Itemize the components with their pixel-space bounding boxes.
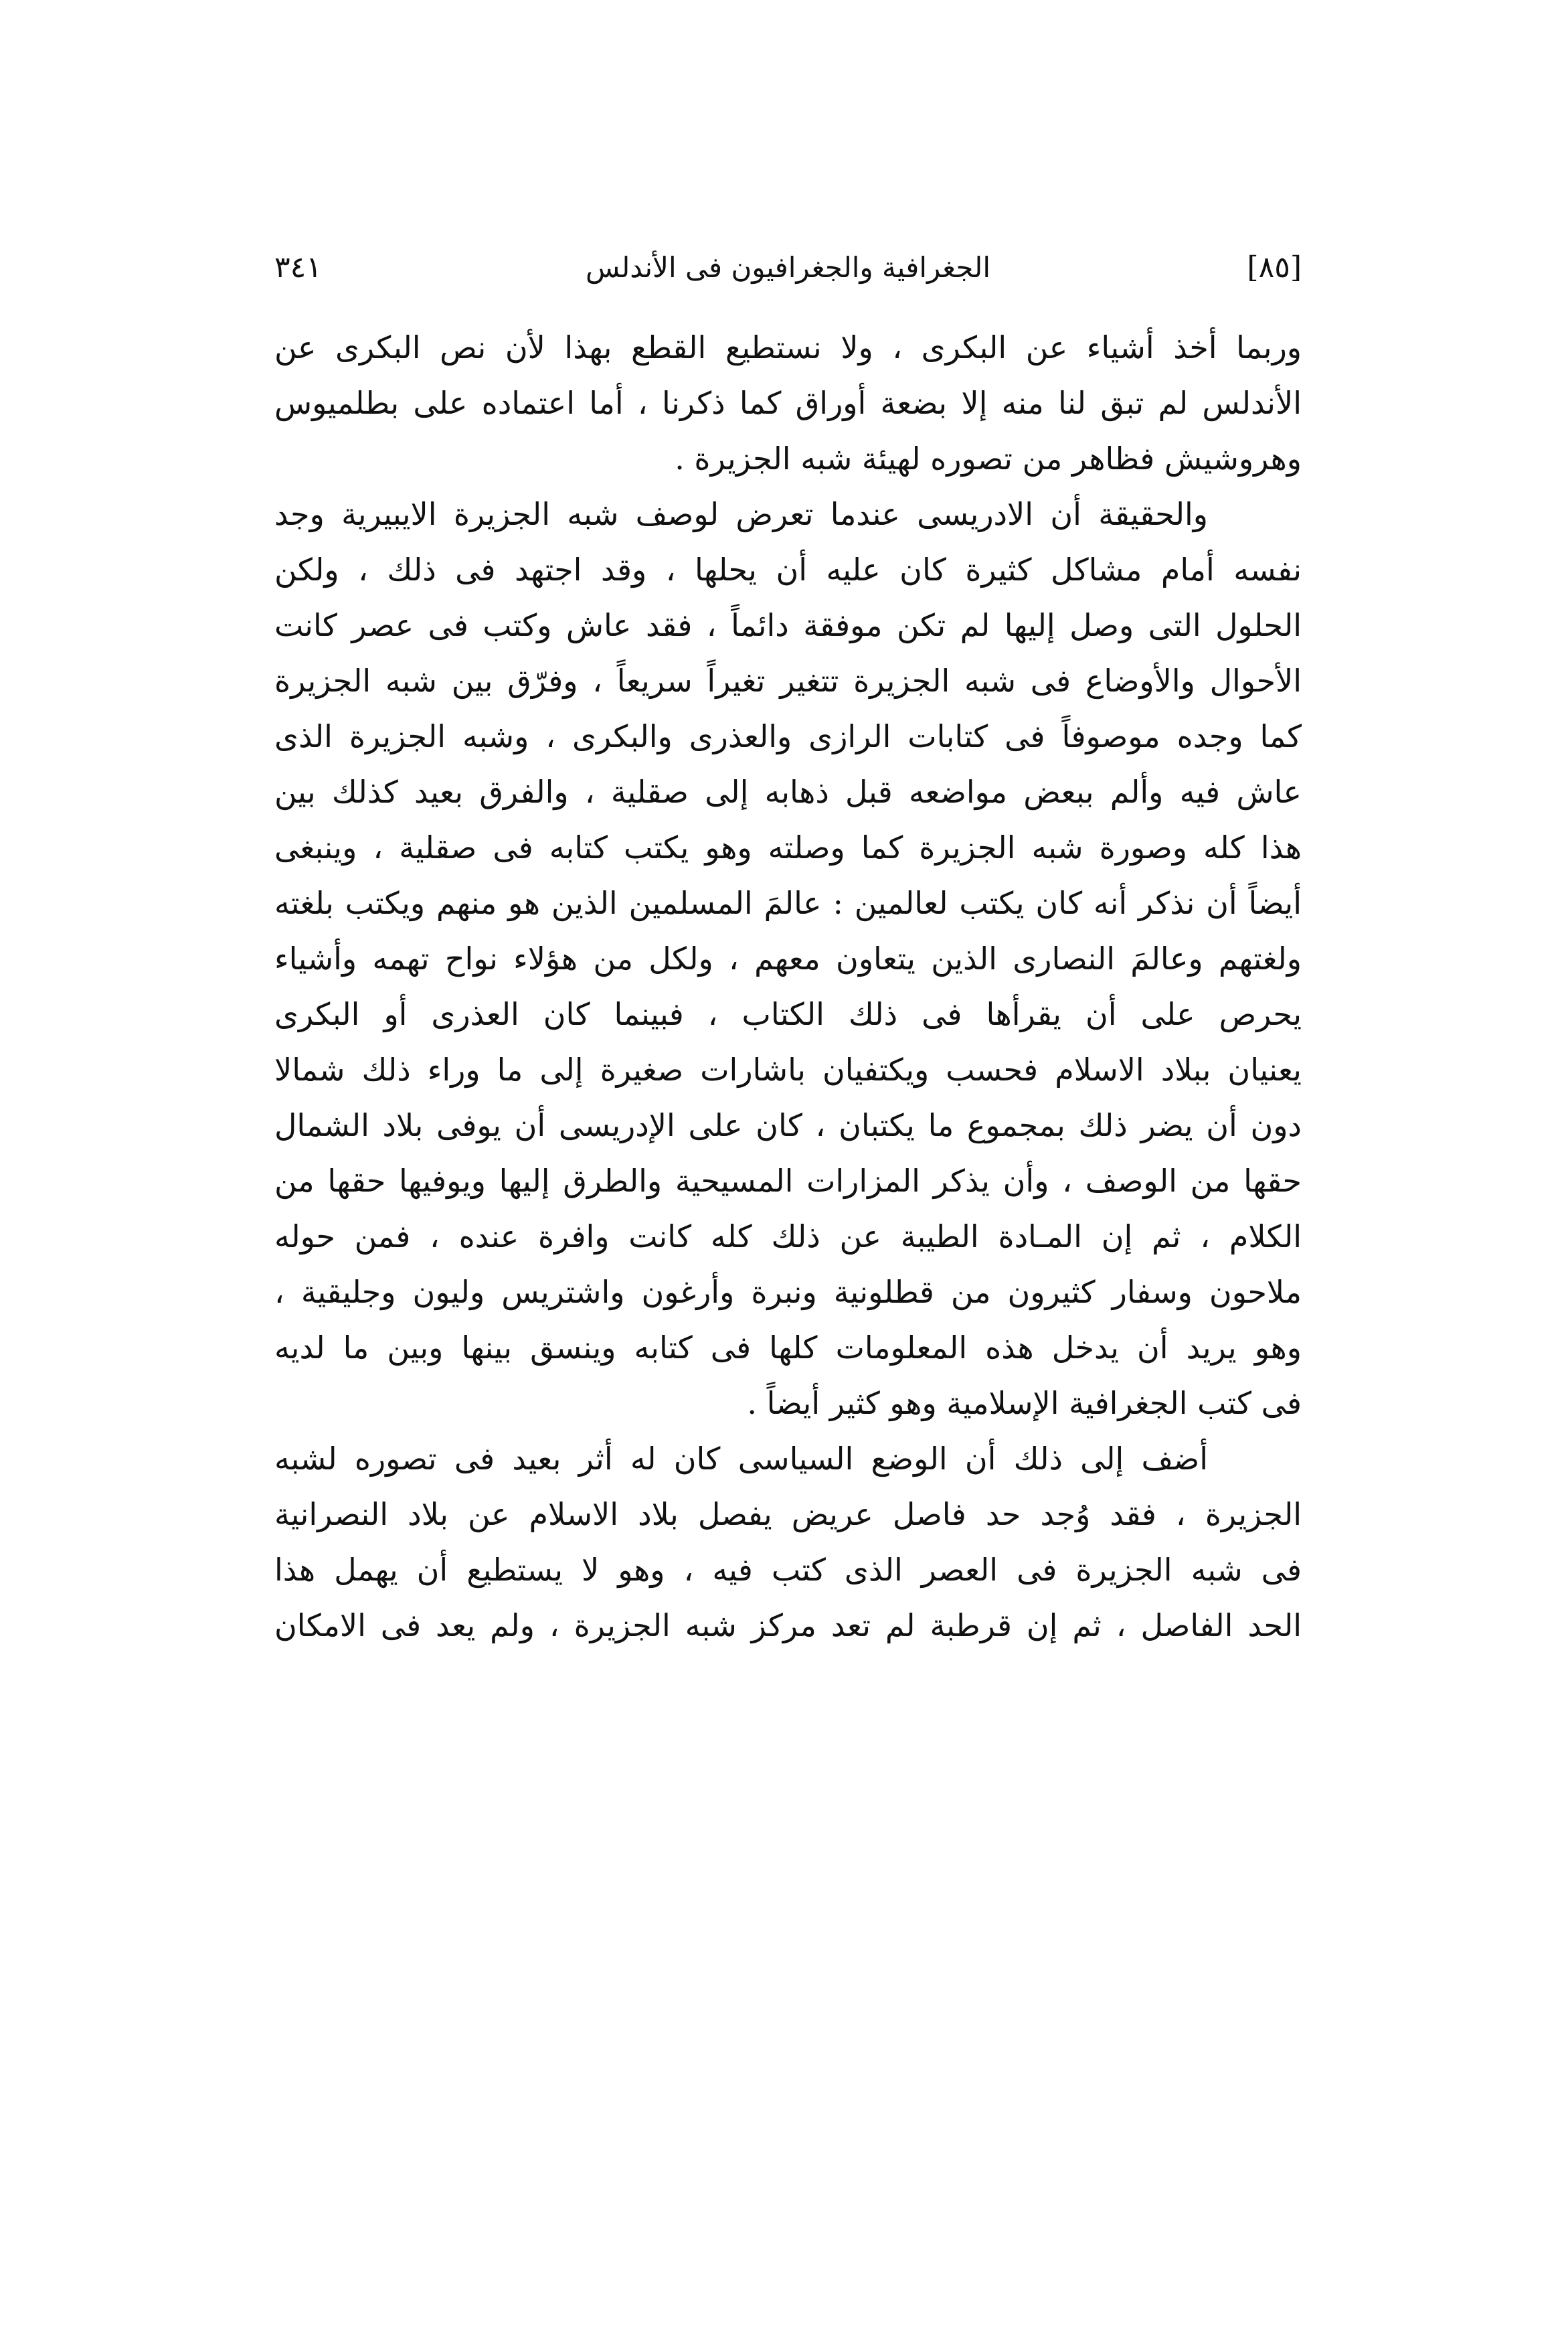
text-line: وهو يريد أن يدخل هذه المعلومات كلها فى كتابه وينسق بينها وبين ما لديه <box>274 1329 1302 1366</box>
text-line: الكلام ، ثم إن المـادة الطيبة عن ذلك كله كانت وافرة عنده ، فمن حوله <box>274 1218 1302 1254</box>
text-line: وهروشيش فظاهر من تصوره لهيئة شبه الجزيرة . <box>675 440 1302 477</box>
running-title: الجغرافية والجغرافيون فى الأندلس <box>585 251 991 284</box>
section-number: [٨٥] <box>1247 250 1302 285</box>
text-line: هذا كله وصورة شبه الجزيرة كما وصلته وهو يكتب كتابه فى صقلية ، وينبغى <box>274 829 1302 866</box>
text-line: ولغتهم وعالمَ النصارى الذين يتعاون معهم ، ولكل من هؤلاء نواح تهمه وأشياء <box>274 941 1302 977</box>
text-line: ملاحون وسفار كثيرون من قطلونية ونبرة وأرغون واشتريس وليون وجليقية ، <box>274 1274 1302 1310</box>
text-line: أيضاً أن نذكر أنه كان يكتب لعالمين : عالمَ المسلمين الذين هو منهم ويكتب بلغته <box>274 885 1302 921</box>
text-line: الأندلس لم تبق لنا منه إلا بضعة أوراق كما ذكرنا ، أما اعتماده على بطلميوس <box>274 385 1302 421</box>
page-number: ٣٤١ <box>274 250 322 285</box>
text-line: الأحوال والأوضاع فى شبه الجزيرة تتغير تغيراً سريعاً ، وفرّق بين شبه الجزيرة <box>274 663 1302 699</box>
text-line: فى كتب الجغرافية الإسلامية وهو كثير أيضاً . <box>747 1385 1302 1421</box>
text-line: أضف إلى ذلك أن الوضع السياسى كان له أثر بعيد فى تصوره لشبه <box>274 1441 1208 1477</box>
body-text <box>274 320 1302 1653</box>
text-line: حقها من الوصف ، وأن يذكر المزارات المسيحية والطرق إليها ويوفيها حقها من <box>274 1163 1302 1199</box>
text-line: عاش فيه وألم ببعض مواضعه قبل ذهابه إلى صقلية ، والفرق بعيد كذلك بين <box>274 774 1302 810</box>
text-line: وربما أخذ أشياء عن البكرى ، ولا نستطيع القطع بهذا لأن نص البكرى عن <box>274 329 1302 366</box>
text-line: دون أن يضر ذلك بمجموع ما يكتبان ، كان على الإدريسى أن يوفى بلاد الشمال <box>274 1107 1302 1143</box>
text-line: نفسه أمام مشاكل كثيرة كان عليه أن يحلها ، وقد اجتهد فى ذلك ، ولكن <box>274 552 1302 588</box>
text-line: والحقيقة أن الادريسى عندما تعرض لوصف شبه الجزيرة الايبيرية وجد <box>274 496 1208 532</box>
text-line: الحلول التى وصل إليها لم تكن موفقة دائماً ، فقد عاش وكتب فى عصر كانت <box>274 607 1302 643</box>
text-line: الجزيرة ، فقد وُجد حد فاصل عريض يفصل بلاد الاسلام عن بلاد النصرانية <box>274 1496 1302 1532</box>
text-line: الحد الفاصل ، ثم إن قرطبة لم تعد مركز شبه الجزيرة ، ولم يعد فى الامكان <box>274 1607 1302 1643</box>
text-line: يعنيان ببلاد الاسلام فحسب ويكتفيان باشارات صغيرة إلى ما وراء ذلك شمالا <box>274 1052 1302 1088</box>
text-line: فى شبه الجزيرة فى العصر الذى كتب فيه ، وهو لا يستطيع أن يهمل هذا <box>274 1552 1302 1588</box>
text-line: يحرص على أن يقرأها فى ذلك الكتاب ، فبينما كان العذرى أو البكرى <box>274 996 1302 1032</box>
page-header <box>274 244 1302 291</box>
text-line: كما وجده موصوفاً فى كتابات الرازى والعذرى والبكرى ، وشبه الجزيرة الذى <box>274 718 1302 754</box>
